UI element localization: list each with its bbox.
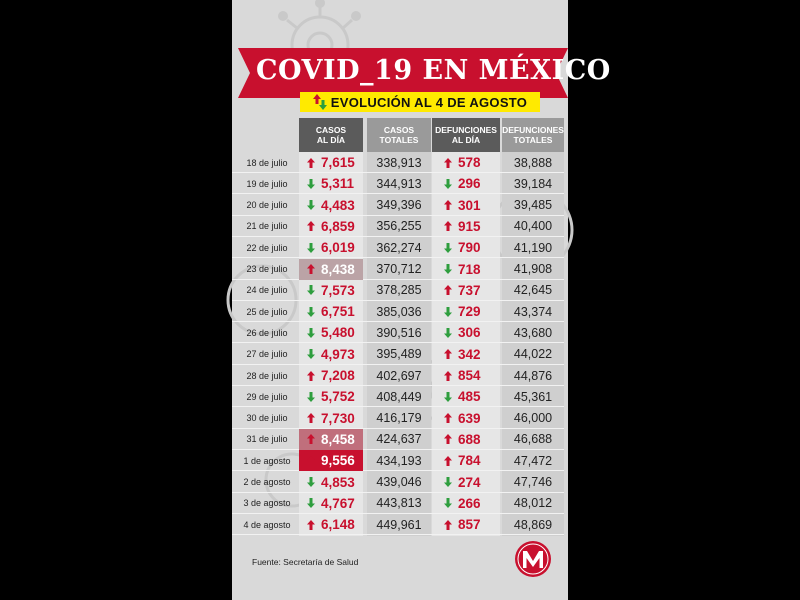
casos-dia-cell — [299, 365, 363, 386]
defunciones-totales-value: 46,000 — [513, 411, 553, 426]
row-date: 25 de julio — [246, 306, 288, 317]
casos-totales-value: 338,913 — [376, 155, 422, 170]
arrow-down-icon — [444, 477, 452, 487]
row-date: 28 de julio — [246, 370, 288, 381]
row-date: 24 de julio — [246, 285, 288, 296]
arrow-up-icon — [444, 413, 452, 423]
defunciones-dia-cell — [432, 173, 500, 194]
casos-dia-value: 6,148 — [321, 517, 355, 533]
table-row — [232, 237, 568, 258]
table-row — [232, 429, 568, 450]
defunciones-dia-value: 578 — [458, 155, 481, 170]
casos-dia-value: 4,483 — [321, 197, 355, 213]
defunciones-dia-value: 639 — [458, 410, 481, 426]
casos-dia-cell — [299, 259, 363, 280]
arrow-down-icon — [444, 179, 452, 189]
defunciones-dia-value: 915 — [458, 218, 481, 234]
casos-dia-value: 4,853 — [321, 474, 355, 490]
defunciones-totales-value: 43,374 — [513, 304, 553, 319]
arrow-down-icon — [307, 392, 315, 402]
casos-dia-cell — [299, 173, 363, 194]
table-row — [232, 514, 568, 535]
arrow-down-icon — [307, 498, 315, 508]
arrow-down-icon — [444, 243, 452, 253]
arrow-up-icon — [307, 456, 315, 466]
casos-dia-cell — [299, 450, 363, 471]
casos-dia-value: 8,458 — [321, 431, 355, 447]
casos-dia-cell — [299, 493, 363, 514]
defunciones-totales-value: 44,876 — [513, 368, 553, 383]
casos-totales-value: 439,046 — [376, 475, 422, 489]
casos-dia-cell — [299, 514, 363, 535]
defunciones-totales-value: 39,485 — [513, 198, 553, 213]
casos-dia-value: 5,480 — [321, 325, 355, 341]
casos-dia-cell — [299, 280, 363, 301]
column-header-casos-totales: CASOS TOTALES — [367, 118, 431, 152]
casos-dia-cell — [299, 237, 363, 258]
casos-dia-value: 6,751 — [321, 304, 355, 320]
arrow-up-icon — [444, 371, 452, 381]
table-row — [232, 365, 568, 386]
table-row — [232, 344, 568, 365]
casos-dia-cell — [299, 386, 363, 407]
arrow-down-icon — [444, 307, 452, 317]
defunciones-dia-value: 688 — [458, 431, 481, 447]
defunciones-totales-value: 43,680 — [513, 325, 553, 340]
row-date: 19 de julio — [246, 178, 288, 189]
table-row — [232, 472, 568, 493]
casos-totales-value: 370,712 — [376, 262, 422, 276]
row-date: 3 de agosto — [243, 498, 291, 509]
casos-dia-cell — [299, 322, 363, 343]
casos-totales-value: 362,274 — [376, 240, 422, 255]
casos-totales-value: 356,255 — [376, 219, 422, 234]
defunciones-dia-value: 306 — [458, 325, 481, 341]
row-date: 21 de julio — [246, 221, 288, 232]
defunciones-dia-cell — [432, 301, 500, 322]
defunciones-totales-value: 41,190 — [513, 240, 553, 255]
row-date: 2 de agosto — [243, 477, 291, 487]
casos-totales-value: 378,285 — [376, 283, 422, 298]
defunciones-dia-value: 296 — [458, 176, 481, 192]
defunciones-dia-cell — [432, 344, 500, 365]
table-row — [232, 322, 568, 343]
arrow-up-icon — [307, 520, 315, 530]
defunciones-dia-cell — [432, 450, 500, 471]
casos-totales-value: 402,697 — [376, 368, 422, 383]
defunciones-dia-value: 737 — [458, 282, 481, 298]
arrow-up-icon — [444, 434, 452, 444]
casos-dia-value: 7,730 — [321, 410, 355, 426]
row-date: 30 de julio — [246, 413, 288, 424]
defunciones-dia-cell — [432, 365, 500, 386]
arrow-up-icon — [444, 520, 452, 530]
arrow-down-icon — [307, 477, 315, 487]
casos-totales-value: 395,489 — [376, 347, 422, 362]
arrow-down-icon — [307, 243, 315, 253]
arrow-up-icon — [307, 221, 315, 231]
casos-totales-value: 385,036 — [376, 304, 422, 319]
arrow-up-icon — [444, 200, 452, 210]
defunciones-dia-cell — [432, 322, 500, 343]
defunciones-dia-value: 485 — [458, 389, 481, 405]
casos-dia-value: 6,019 — [321, 240, 355, 256]
casos-dia-value: 7,573 — [321, 282, 355, 298]
table-row — [232, 259, 568, 280]
casos-dia-cell — [299, 216, 363, 237]
defunciones-dia-cell — [432, 386, 500, 407]
table-row — [232, 216, 568, 237]
casos-dia-value: 4,973 — [321, 346, 355, 362]
defunciones-dia-cell — [432, 237, 500, 258]
casos-dia-cell — [299, 408, 363, 429]
column-header-casos-dia: CASOS AL DÍA — [299, 118, 363, 152]
casos-totales-value: 408,449 — [376, 389, 422, 404]
defunciones-dia-value: 729 — [458, 304, 481, 320]
row-date: 1 de agosto — [243, 455, 291, 466]
casos-totales-value: 443,813 — [376, 496, 422, 511]
source-note: Fuente: Secretaría de Salud — [252, 557, 359, 567]
infographic-panel — [232, 0, 611, 600]
defunciones-dia-value: 854 — [458, 368, 481, 383]
casos-totales-value: 344,913 — [376, 176, 422, 191]
defunciones-totales-value: 48,869 — [513, 517, 553, 532]
casos-dia-value: 5,311 — [321, 176, 355, 192]
casos-dia-cell — [299, 472, 363, 493]
defunciones-dia-value: 301 — [458, 197, 481, 213]
casos-dia-cell — [299, 344, 363, 365]
defunciones-totales-value: 47,746 — [513, 475, 553, 489]
defunciones-totales-value: 39,184 — [513, 176, 553, 191]
defunciones-dia-cell — [432, 472, 500, 493]
arrow-up-icon — [307, 434, 315, 444]
defunciones-dia-value: 784 — [458, 453, 481, 469]
arrow-down-icon — [307, 349, 315, 359]
arrow-down-icon — [307, 307, 315, 317]
defunciones-dia-cell — [432, 195, 500, 216]
defunciones-dia-cell — [432, 408, 500, 429]
arrow-down-icon — [444, 498, 452, 508]
defunciones-dia-value: 274 — [458, 474, 481, 490]
casos-dia-cell — [299, 429, 363, 450]
table-row — [232, 173, 568, 194]
table-row — [232, 386, 568, 407]
row-date: 22 de julio — [246, 242, 288, 253]
arrow-down-icon — [307, 179, 315, 189]
arrow-down-icon — [444, 392, 452, 402]
casos-dia-cell — [299, 152, 363, 173]
subtitle-badge — [300, 92, 540, 112]
defunciones-totales-value: 41,908 — [513, 262, 553, 276]
arrow-down-icon — [444, 328, 452, 338]
defunciones-dia-cell — [432, 429, 500, 450]
casos-totales-value: 349,396 — [376, 198, 422, 213]
defunciones-dia-value: 266 — [458, 495, 481, 511]
casos-dia-value: 9,556 — [321, 453, 355, 469]
arrow-up-icon — [444, 349, 452, 359]
defunciones-dia-cell — [432, 493, 500, 514]
defunciones-dia-cell — [432, 259, 500, 280]
defunciones-dia-value: 857 — [458, 517, 481, 533]
row-date: 27 de julio — [246, 349, 288, 360]
table-row — [232, 301, 568, 322]
column-header-defunciones-totales: DEFUNCIONES TOTALES — [502, 118, 564, 152]
casos-dia-value: 4,767 — [321, 495, 355, 511]
arrow-up-icon — [307, 264, 315, 274]
row-date: 29 de julio — [246, 391, 288, 402]
defunciones-dia-cell — [432, 216, 500, 237]
column-header-defunciones-dia: DEFUNCIONES AL DÍA — [432, 118, 500, 152]
casos-dia-value: 7,208 — [321, 368, 355, 383]
arrow-down-icon — [307, 328, 315, 338]
defunciones-dia-value: 790 — [458, 240, 481, 256]
subtitle: EVOLUCIÓN AL 4 DE AGOSTO — [330, 94, 528, 110]
casos-totales-value: 449,961 — [376, 517, 422, 532]
arrow-up-icon — [307, 413, 315, 423]
defunciones-dia-value: 342 — [458, 346, 481, 362]
table-row — [232, 280, 568, 301]
arrow-up-icon — [307, 158, 315, 168]
defunciones-dia-value: 718 — [458, 261, 481, 277]
table-row — [232, 450, 568, 471]
page-title: COVID_19 EN MÉXICO — [256, 55, 611, 86]
arrow-up-icon — [307, 371, 315, 381]
table-row — [232, 408, 568, 429]
defunciones-totales-value: 47,472 — [513, 453, 553, 468]
row-date: 23 de julio — [246, 264, 288, 274]
casos-dia-value: 6,859 — [321, 218, 355, 234]
defunciones-totales-value: 44,022 — [513, 347, 553, 362]
trend-arrows-icon — [313, 94, 327, 110]
defunciones-totales-value: 45,361 — [513, 389, 553, 404]
table-row — [232, 195, 568, 216]
row-date: 26 de julio — [246, 327, 288, 338]
defunciones-dia-cell — [432, 514, 500, 535]
arrow-up-icon — [444, 221, 452, 231]
arrow-up-icon — [444, 456, 452, 466]
defunciones-totales-value: 46,688 — [513, 432, 553, 447]
casos-totales-value: 390,516 — [376, 325, 422, 340]
arrow-down-icon — [307, 285, 315, 295]
row-date: 31 de julio — [246, 434, 288, 445]
arrow-down-icon — [444, 264, 452, 274]
row-date: 18 de julio — [246, 157, 288, 168]
table-row — [232, 493, 568, 514]
defunciones-dia-cell — [432, 280, 500, 301]
arrow-down-icon — [307, 200, 315, 210]
milenio-logo — [514, 540, 552, 578]
defunciones-totales-value: 42,645 — [513, 283, 553, 298]
casos-totales-value: 434,193 — [376, 453, 422, 468]
defunciones-totales-value: 40,400 — [513, 219, 553, 234]
casos-dia-value: 5,752 — [321, 389, 355, 405]
casos-totales-value: 416,179 — [376, 411, 422, 426]
defunciones-totales-value: 48,012 — [513, 496, 553, 511]
casos-dia-value: 7,615 — [321, 155, 355, 170]
casos-dia-cell — [299, 301, 363, 322]
row-date: 20 de julio — [246, 200, 288, 211]
row-date: 4 de agosto — [243, 519, 291, 530]
casos-dia-cell — [299, 195, 363, 216]
defunciones-dia-cell — [432, 152, 500, 173]
table-row — [232, 152, 568, 173]
casos-dia-value: 8,438 — [321, 261, 355, 277]
arrow-up-icon — [444, 158, 452, 168]
casos-totales-value: 424,637 — [376, 432, 422, 447]
arrow-up-icon — [444, 285, 452, 295]
defunciones-totales-value: 38,888 — [513, 155, 553, 170]
